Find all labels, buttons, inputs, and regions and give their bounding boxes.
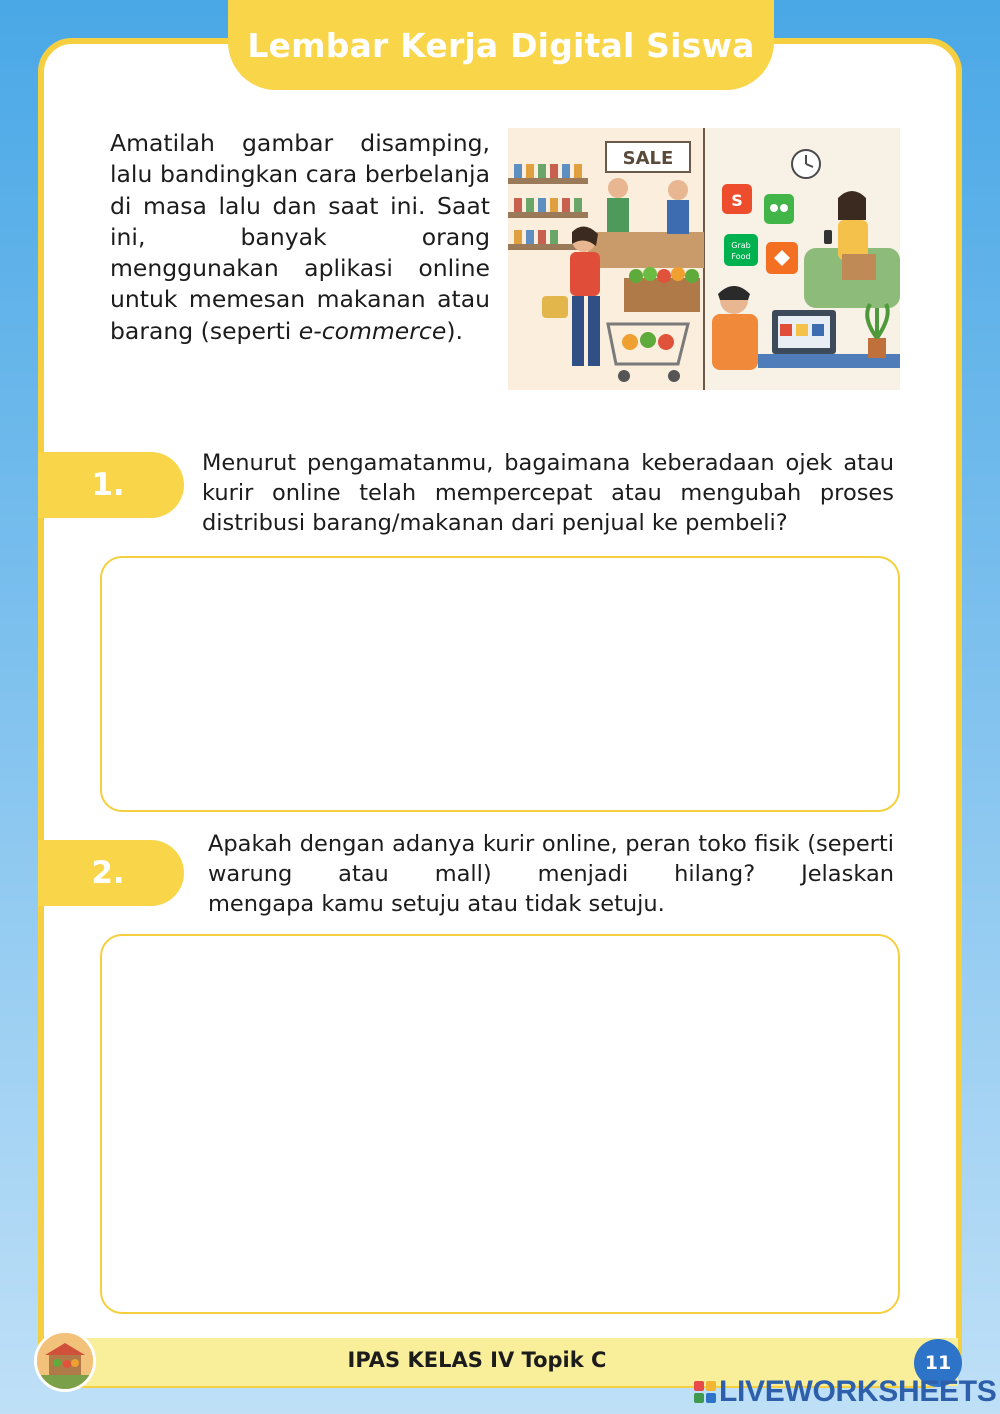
answer-box-1[interactable]	[100, 556, 900, 812]
cashier-figure	[608, 178, 628, 198]
svg-text:Food: Food	[731, 252, 751, 261]
intro-italic: e-commerce	[298, 316, 447, 345]
checkout-counter	[588, 232, 704, 268]
market-badge-icon	[34, 1330, 96, 1392]
question-1-number-tab	[38, 452, 184, 518]
answer-box-2[interactable]	[100, 934, 900, 1314]
intro-paragraph	[110, 128, 490, 347]
shopping-illustration	[508, 128, 900, 390]
footer-label: IPAS KELAS IV Topik C	[347, 1348, 607, 1372]
svg-text:S: S	[731, 191, 743, 210]
title-tab	[228, 0, 774, 90]
page-title: Lembar Kerja Digital Siswa	[247, 25, 755, 65]
liveworksheets-logo-icon	[694, 1381, 716, 1403]
question-2-number-tab	[38, 840, 184, 906]
sale-sign-label: SALE	[622, 148, 674, 169]
lazada-app-icon	[766, 242, 798, 274]
question-2-text	[208, 829, 894, 919]
question-1-text	[202, 448, 894, 538]
question-1-last-line: distribusi barang/makanan dari penjual ke pembeli?	[202, 510, 788, 536]
liveworksheets-text: LIVEWORKSHEETS	[719, 1375, 997, 1408]
page-number: 11	[914, 1339, 962, 1387]
question-2-last-line: mengapa kamu setuju atau tidak setuju.	[208, 891, 665, 917]
liveworksheets-watermark[interactable]	[694, 1374, 997, 1410]
sale-sign	[606, 142, 690, 172]
question-1-number: 1.	[91, 467, 125, 503]
grabfood-app-icon	[724, 234, 758, 266]
produce-crate	[624, 278, 700, 312]
tokopedia-app-icon	[764, 194, 794, 224]
question-2-body: Apakah dengan adanya kurir online, peran toko fisik (seperti warung atau mall) menjadi hilang? Jelaskan	[208, 831, 894, 887]
question-1-body: Menurut pengamatanmu, bagaimana keberadaan ojek atau kurir online telah mempercepat atau mengubah proses	[202, 450, 894, 506]
clock-icon	[792, 150, 820, 178]
shopee-app-icon	[722, 184, 752, 214]
question-2-number: 2.	[91, 855, 125, 891]
customer-figure	[668, 180, 688, 200]
illustration-graphic	[508, 128, 900, 390]
svg-text:Grab: Grab	[731, 241, 751, 250]
intro-end: ).	[446, 316, 463, 345]
intro-text: Amatilah gambar disamping, lalu bandingkan cara berbelanja di masa lalu dan saat ini. Saat ini, banyak orang menggunakan aplikasi online untuk memesan makanan atau barang (seperti	[110, 129, 490, 345]
